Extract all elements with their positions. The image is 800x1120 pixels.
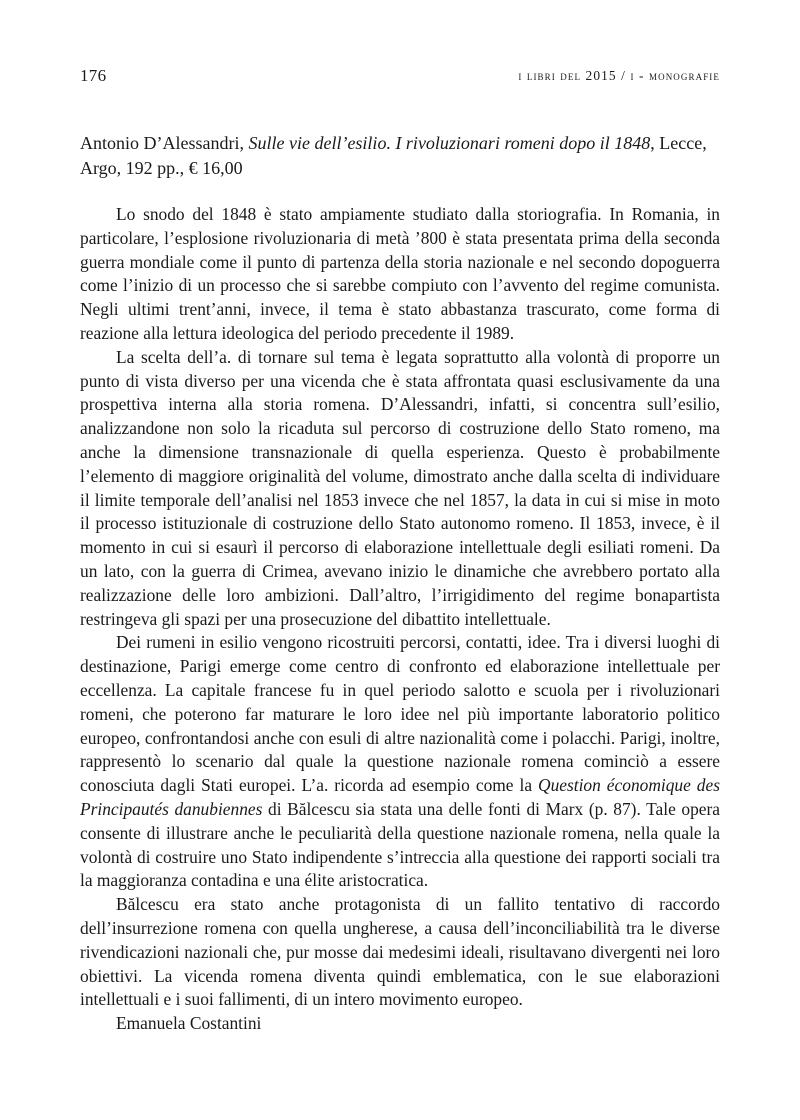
review-paragraph [80, 631, 720, 893]
review-paragraph: Lo snodo del 1848 è stato ampiamente studiato dalla storiografia. In Romania, in particolare, l’esplosione rivoluzionaria di metà ’800 è stata presentata prima della seconda guerra mondiale come il punto di partenza della storia nazionale e nel secondo dopoguerra come l’inizio di un processo che si sarebbe compiuto con l’avvento del regime comunista. Negli ultimi trent’anni, invece, il tema è stato abbastanza trascurato, come forma di reazione alla lettura ideologica del periodo precedente il 1989. [80, 204, 720, 343]
cited-work-title: Question économique des Principautés danubiennes [80, 775, 720, 819]
paragraph-text: di Bălcescu sia stata una delle fonti di Marx (p. 87). Tale opera consente di illustrare anche le peculiarità della questione nazionale romena, nella quale la volontà di costruire uno Stato indipendente s’intreccia alla questione dei rapporti sociali tra la maggioranza contadina e una élite aristocratica. [80, 798, 721, 891]
running-head [80, 66, 720, 90]
citation-title: Sulle vie dell’esilio. I rivoluzionari romeni dopo il 1848 [248, 133, 651, 153]
citation-author: Antonio D’Alessandri, [80, 133, 244, 153]
reviewer-signature: Emanuela Costantini [116, 1013, 262, 1034]
paragraph-text: Dei rumeni in esilio vengono ricostruiti percorsi, contatti, idee. Tra i diversi luoghi di destinazione, Parigi emerge come centro di confronto ed elaborazione intellettuale per eccellenza. La capitale francese fu in quel periodo salotto e scuola per i rivoluzionari romeni, che poterono far maturare le loro idee nel più importante laboratorio politico europeo, confrontandosi anche con esuli di altre nazionalità come i polacchi. Parigi, inoltre, rappresentò lo scenario dal quale la questione nazionale romena cominciò a essere conosciuta dagli Stati europei. L’a. ricorda ad esempio come la [80, 632, 720, 796]
page-number: 176 [80, 66, 107, 85]
running-title: i libri del 2015 / i - monografie [518, 68, 720, 83]
review-paragraph: La scelta dell’a. di tornare sul tema è legata soprattutto alla volontà di proporre un punto di vista diverso per una vicenda che è stata affrontata quasi esclusivamente da una prospettiva interna alla storia romena. D’Alessandri, infatti, si concentra sull’esilio, analizzandone non solo la ricaduta sul percorso di costruzione dello Stato romeno, ma anche la dimensione transnazionale di quella esperienza. Questo è probabilmente l’elemento di maggiore originalità del volume, dimostrato anche dalla scelta di individuare il limite temporale dell’analisi nel 1853 invece che nel 1857, la data in cui si mise in moto il processo istituzionale di costruzione dello Stato autonomo romeno. Il 1853, invece, è il momento in cui si esaurì il percorso di elaborazione intellettuale degli esiliati romeni. Da un lato, con la guerra di Crimea, avevano inizio le dinamiche che avrebbero portato alla realizzazione delle loro ambizioni. Dall’altro, l’irrigidimento del regime bonapartista restringeva gli spazi per una prosecuzione del dibattito intellettuale. [80, 346, 720, 629]
review-paragraph: Bălcescu era stato anche protagonista di un fallito tentativo di raccordo dell’insurrezione romena con quella ungherese, a causa dell’inconciliabilità tra le diverse rivendicazioni nazionali che, pur mosse dai medesimi ideali, risultavano divergenti nei loro obiettivi. La vicenda romena diventa quindi emblematica, con le sue elaborazioni intellettuali e i suoi fallimenti, di un intero movimento europeo. [80, 894, 720, 1010]
citation-publication: , Lecce, Argo, 192 pp., € 16,00 [80, 133, 707, 178]
bibliographic-citation [80, 131, 720, 180]
review-body [80, 203, 720, 1036]
